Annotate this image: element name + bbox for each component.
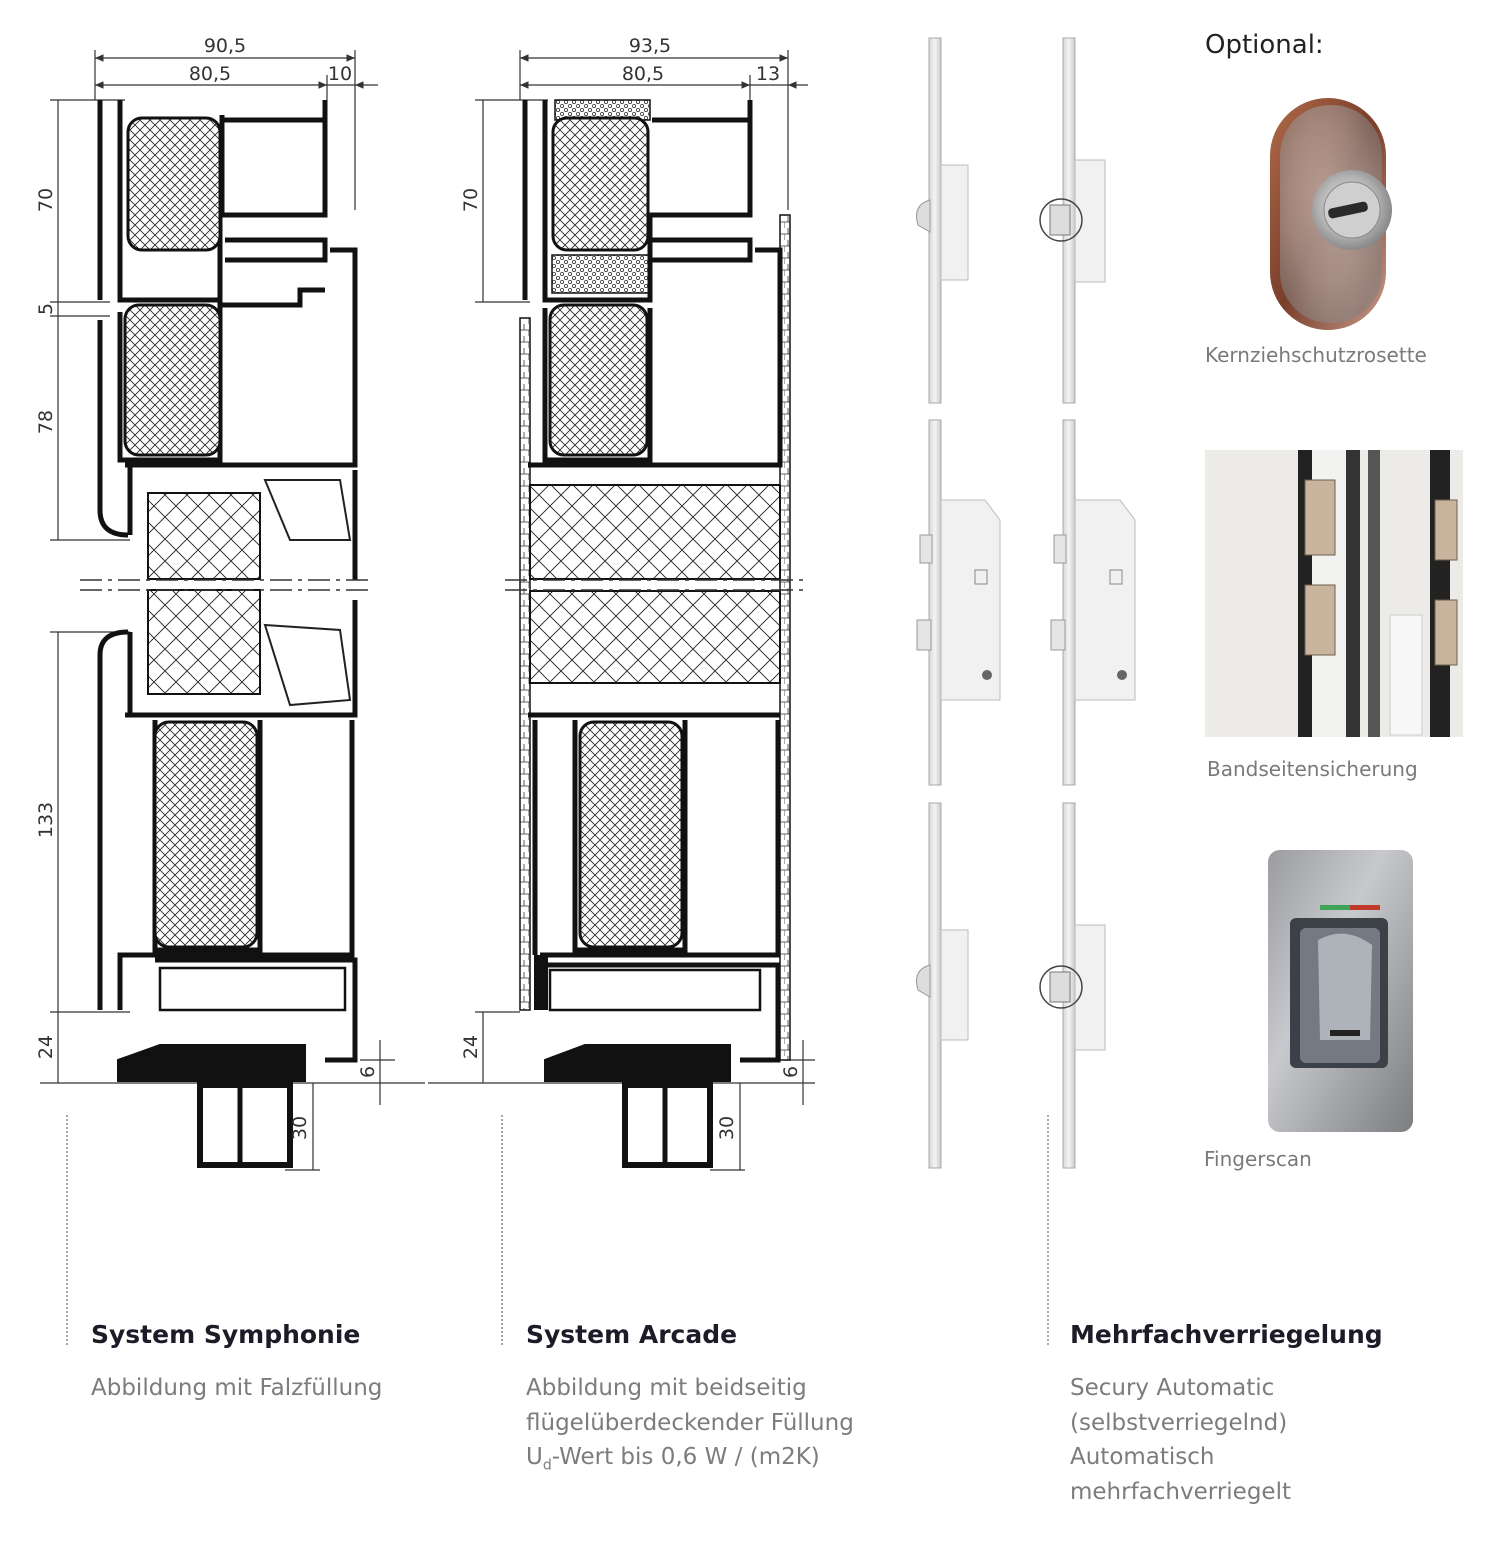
desc-line: Automatisch [1070,1444,1215,1470]
optional-heading: Optional: [1205,30,1324,60]
caption-bandseitensicherung: Bandseitensicherung [1207,757,1418,781]
section-desc-mehrfachverriegelung [1070,1371,1291,1509]
arcade-panel-upper [530,485,780,579]
desc-line: (selbstverriegelnd) [1070,1409,1288,1436]
symphonie-insulation-2 [125,305,220,455]
arcade-dim-top: 70 [460,187,482,213]
desc-line: Secury Automatic [1070,1375,1275,1401]
arcade-sill-block [534,955,548,1010]
symphonie-dim-total: 90,5 [203,35,247,57]
arcade-dim-extra: 13 [755,63,781,85]
arcade-dim-total: 93,5 [628,35,672,57]
symphonie-threshold [118,1045,305,1082]
section-title-mehrfachverriegelung: Mehrfachverriegelung [1070,1320,1383,1349]
hinge-security-icon [1205,450,1463,737]
arcade-insulation-1 [553,118,648,250]
section-title-arcade: System Arcade [526,1320,738,1349]
fingerprint-scanner-icon [1268,850,1413,1132]
symphonie-dim-gap: 5 [35,302,57,316]
arcade-foam-mid [552,255,650,293]
symphonie-section-drawing [35,35,425,1170]
arcade-panel-lower [530,591,780,683]
multipoint-lock-bolt-variant [1040,38,1135,1168]
arcade-dim-sill: 30 [716,1115,738,1141]
symphonie-insulation-1 [128,118,220,250]
divider-dotted-1 [66,1115,68,1345]
desc-line: mehrfachverriegelt [1070,1478,1291,1505]
multipoint-lock-hook-variant [917,38,1001,1168]
arcade-outer-panel-left [520,318,530,1010]
arcade-insulation-2 [550,305,647,455]
symphonie-dim-mid: 78 [35,409,57,435]
uvalue-line [526,1440,854,1483]
symphonie-dim-lower: 133 [35,801,57,839]
symphonie-sill-frame [160,968,345,1010]
section-title-symphonie: System Symphonie [91,1320,361,1349]
escutcheon-icon [1270,98,1392,330]
uvalue-subscript: d [542,1457,552,1474]
symphonie-dim-bottom: 24 [35,1034,57,1060]
caption-kernziehschutzrosette: Kernziehschutzrosette [1205,343,1427,367]
symphonie-seal-detail [265,480,350,705]
desc-line: Abbildung mit Falzfüllung [91,1375,383,1401]
symphonie-insulation-3 [155,722,257,947]
symphonie-dim-sill: 30 [289,1115,311,1141]
arcade-dim-bottom: 24 [460,1034,482,1060]
divider-dotted-3 [1047,1115,1049,1345]
symphonie-panel-lower [148,590,260,694]
section-desc-arcade [526,1371,854,1483]
uvalue-prefix: U [526,1444,543,1470]
arcade-insulation-3 [580,722,682,947]
desc-line: Abbildung mit beidseitig [526,1375,807,1401]
symphonie-dim-threshold: 6 [357,1065,379,1079]
caption-fingerscan: Fingerscan [1204,1147,1312,1171]
symphonie-dim-extra: 10 [327,63,353,85]
arcade-threshold [545,1045,730,1082]
desc-line: flügelüberdeckender Füllung [526,1409,854,1436]
symphonie-panel-upper [148,493,260,579]
arcade-dim-inner: 80,5 [621,63,665,85]
symphonie-dim-top: 70 [35,187,57,213]
section-desc-symphonie [91,1371,382,1406]
arcade-dim-threshold: 6 [780,1065,802,1079]
divider-dotted-2 [501,1115,503,1345]
uvalue-rest: -Wert bis 0,6 W / (m2K) [551,1444,820,1470]
arcade-section-drawing [428,35,815,1170]
symphonie-sill-profile [200,1085,290,1165]
symphonie-dim-inner: 80,5 [188,63,232,85]
